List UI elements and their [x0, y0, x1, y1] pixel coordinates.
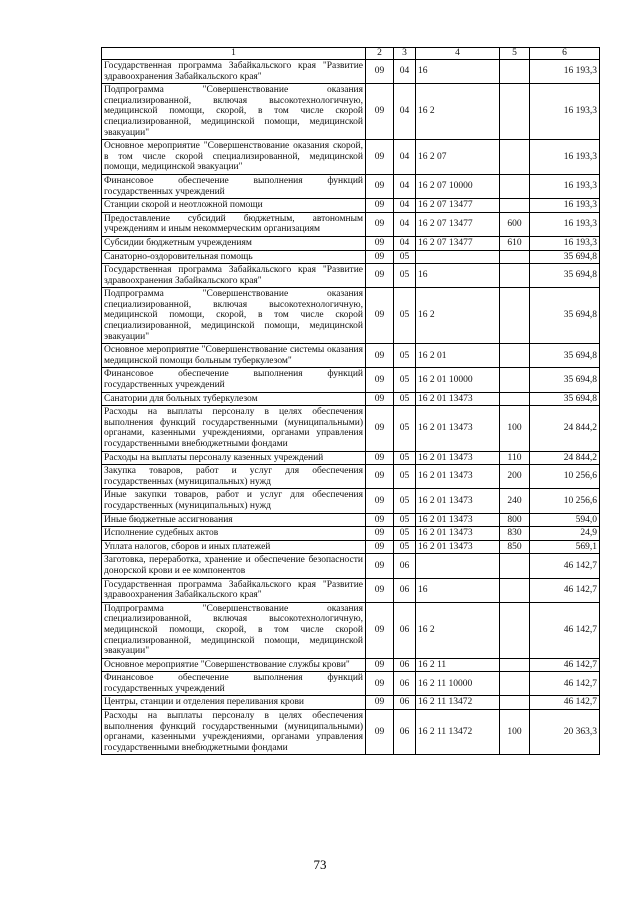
- cell-section: 09: [366, 392, 394, 406]
- cell-section: 09: [366, 174, 394, 198]
- cell-amount: 24,9: [530, 527, 600, 541]
- cell-section: 09: [366, 658, 394, 672]
- table-row: [102, 710, 600, 755]
- cell-name: Подпрограмма "Совершенствование оказания специализированной, включая высокотехнологичную, медицинской помощи, скорой, в том числе скорой специализированной, медицинской помощи, медицинской эвакуации": [102, 602, 366, 658]
- page-number: 73: [313, 857, 327, 872]
- cell-expense-type: [500, 199, 530, 213]
- cell-section: 09: [366, 578, 394, 602]
- cell-name: Подпрограмма "Совершенствование оказания специализированной, включая высокотехнологичную, медицинской помощи, скорой, в том числе скорой специализированной, медицинской помощи, медицинской эвакуации": [102, 288, 366, 344]
- cell-name: Государственная программа Забайкальского края "Развитие здравоохранения Забайкальского края": [102, 60, 366, 84]
- cell-section: 09: [366, 465, 394, 489]
- cell-section: 09: [366, 602, 394, 658]
- cell-name: Расходы на выплаты персоналу в целях обеспечения выполнения функций государственными (муниципальными) органами, казенными учреждениями, органами управления государственными внебюджетными фондами: [102, 710, 366, 755]
- cell-name: Иные бюджетные ассигнования: [102, 513, 366, 527]
- cell-name: Санатории для больных туберкулезом: [102, 392, 366, 406]
- cell-amount: 16 193,3: [530, 84, 600, 140]
- cell-target-article: 16 2 07: [416, 140, 500, 175]
- cell-target-article: 16 2 01 13473: [416, 489, 500, 513]
- header-cell-amount: 6: [530, 48, 600, 60]
- cell-amount: 46 142,7: [530, 578, 600, 602]
- cell-expense-type: 610: [500, 236, 530, 250]
- cell-amount: 16 193,3: [530, 212, 600, 236]
- table-row: [102, 602, 600, 658]
- cell-subsection: 05: [394, 392, 416, 406]
- table-row: [102, 489, 600, 513]
- cell-target-article: [416, 554, 500, 578]
- table-row: [102, 60, 600, 84]
- cell-name: Основное мероприятие "Совершенствование системы оказания медицинской помощи больным туберкулезом": [102, 344, 366, 368]
- table-row: [102, 174, 600, 198]
- cell-section: 09: [366, 250, 394, 264]
- cell-name: Санаторно-оздоровительная помощь: [102, 250, 366, 264]
- budget-table: [101, 47, 600, 755]
- cell-section: 09: [366, 212, 394, 236]
- cell-subsection: 05: [394, 451, 416, 465]
- cell-name: Финансовое обеспечение выполнения функций государственных учреждений: [102, 368, 366, 392]
- cell-target-article: 16 2 01 13473: [416, 465, 500, 489]
- cell-target-article: [416, 250, 500, 264]
- table-row: [102, 451, 600, 465]
- cell-name: Государственная программа Забайкальского края "Развитие здравоохранения Забайкальского края": [102, 264, 366, 288]
- cell-amount: 35 694,8: [530, 264, 600, 288]
- cell-section: 09: [366, 540, 394, 554]
- cell-name: Расходы на выплаты персоналу в целях обеспечения выполнения функций государственными (муниципальными) органами, казенными учреждениями, органами управления государственными внебюджетными фондами: [102, 406, 366, 451]
- cell-amount: 569,1: [530, 540, 600, 554]
- cell-subsection: 05: [394, 489, 416, 513]
- cell-expense-type: 100: [500, 710, 530, 755]
- cell-target-article: 16: [416, 264, 500, 288]
- cell-target-article: 16 2 11 10000: [416, 672, 500, 696]
- cell-target-article: 16 2 01 13473: [416, 406, 500, 451]
- cell-subsection: 05: [394, 344, 416, 368]
- cell-target-article: 16 2 07 13477: [416, 199, 500, 213]
- cell-amount: 46 142,7: [530, 554, 600, 578]
- table-row: [102, 658, 600, 672]
- header-row: [102, 48, 600, 60]
- cell-section: 09: [366, 264, 394, 288]
- cell-target-article: 16 2: [416, 602, 500, 658]
- cell-target-article: 16: [416, 60, 500, 84]
- cell-expense-type: [500, 392, 530, 406]
- cell-name: Иные закупки товаров, работ и услуг для обеспечения государственных (муниципальных) нужд: [102, 489, 366, 513]
- cell-subsection: 04: [394, 212, 416, 236]
- cell-expense-type: 850: [500, 540, 530, 554]
- cell-expense-type: [500, 344, 530, 368]
- cell-subsection: 05: [394, 527, 416, 541]
- cell-amount: 20 363,3: [530, 710, 600, 755]
- cell-expense-type: [500, 250, 530, 264]
- table-row: [102, 672, 600, 696]
- cell-subsection: 06: [394, 710, 416, 755]
- cell-section: 09: [366, 527, 394, 541]
- cell-name: Подпрограмма "Совершенствование оказания специализированной, включая высокотехнологичную, медицинской помощи, скорой, в том числе скорой специализированной, медицинской помощи, медицинской эвакуации": [102, 84, 366, 140]
- cell-subsection: 06: [394, 602, 416, 658]
- cell-subsection: 04: [394, 199, 416, 213]
- cell-expense-type: [500, 554, 530, 578]
- table-row: [102, 578, 600, 602]
- cell-target-article: 16 2 01: [416, 344, 500, 368]
- cell-name: Финансовое обеспечение выполнения функций государственных учреждений: [102, 174, 366, 198]
- cell-section: 09: [366, 489, 394, 513]
- cell-expense-type: [500, 658, 530, 672]
- cell-subsection: 05: [394, 513, 416, 527]
- cell-subsection: 06: [394, 578, 416, 602]
- cell-subsection: 04: [394, 84, 416, 140]
- cell-target-article: 16: [416, 578, 500, 602]
- cell-subsection: 04: [394, 140, 416, 175]
- cell-target-article: 16 2: [416, 288, 500, 344]
- cell-name: Основное мероприятие "Совершенствование службы крови": [102, 658, 366, 672]
- cell-expense-type: [500, 174, 530, 198]
- cell-target-article: 16 2 01 13473: [416, 540, 500, 554]
- cell-name: Финансовое обеспечение выполнения функций государственных учреждений: [102, 672, 366, 696]
- cell-amount: 46 142,7: [530, 696, 600, 710]
- cell-amount: 594,0: [530, 513, 600, 527]
- cell-target-article: 16 2 07 10000: [416, 174, 500, 198]
- cell-amount: 35 694,8: [530, 368, 600, 392]
- cell-expense-type: 240: [500, 489, 530, 513]
- cell-subsection: 06: [394, 658, 416, 672]
- table-row: [102, 250, 600, 264]
- cell-name: Заготовка, переработка, хранение и обеспечение безопасности донорской крови и ее компонентов: [102, 554, 366, 578]
- table-row: [102, 212, 600, 236]
- table-row: [102, 540, 600, 554]
- cell-name: Расходы на выплаты персоналу казенных учреждений: [102, 451, 366, 465]
- cell-target-article: 16 2 11: [416, 658, 500, 672]
- cell-name: Исполнение судебных актов: [102, 527, 366, 541]
- cell-target-article: 16 2 07 13477: [416, 212, 500, 236]
- cell-name: Субсидии бюджетным учреждениям: [102, 236, 366, 250]
- table-row: [102, 696, 600, 710]
- cell-amount: 46 142,7: [530, 658, 600, 672]
- cell-section: 09: [366, 406, 394, 451]
- cell-target-article: 16 2 11 13472: [416, 696, 500, 710]
- cell-expense-type: [500, 696, 530, 710]
- table-row: [102, 199, 600, 213]
- cell-expense-type: [500, 288, 530, 344]
- cell-amount: 16 193,3: [530, 174, 600, 198]
- cell-amount: 35 694,8: [530, 250, 600, 264]
- cell-amount: 46 142,7: [530, 672, 600, 696]
- cell-subsection: 05: [394, 406, 416, 451]
- cell-expense-type: 600: [500, 212, 530, 236]
- cell-section: 09: [366, 368, 394, 392]
- cell-name: Основное мероприятие "Совершенствование оказания скорой, в том числе скорой специализированной, медицинской помощи, медицинской эвакуации": [102, 140, 366, 175]
- cell-name: Уплата налогов, сборов и иных платежей: [102, 540, 366, 554]
- cell-section: 09: [366, 696, 394, 710]
- cell-name: Станции скорой и неотложной помощи: [102, 199, 366, 213]
- table-row: [102, 392, 600, 406]
- cell-expense-type: [500, 264, 530, 288]
- table-row: [102, 84, 600, 140]
- table-row: [102, 140, 600, 175]
- header-cell-subsection: 3: [394, 48, 416, 60]
- header-cell-target-article: 4: [416, 48, 500, 60]
- cell-section: 09: [366, 60, 394, 84]
- cell-expense-type: [500, 84, 530, 140]
- cell-subsection: 05: [394, 368, 416, 392]
- cell-amount: 16 193,3: [530, 60, 600, 84]
- cell-target-article: 16 2 01 13473: [416, 527, 500, 541]
- cell-expense-type: [500, 578, 530, 602]
- cell-expense-type: 830: [500, 527, 530, 541]
- header-cell-section: 2: [366, 48, 394, 60]
- table-row: [102, 554, 600, 578]
- cell-expense-type: 200: [500, 465, 530, 489]
- cell-target-article: 16 2 01 10000: [416, 368, 500, 392]
- cell-section: 09: [366, 199, 394, 213]
- cell-subsection: 06: [394, 672, 416, 696]
- cell-subsection: 04: [394, 60, 416, 84]
- cell-expense-type: [500, 602, 530, 658]
- table-row: [102, 513, 600, 527]
- header-cell-name: 1: [102, 48, 366, 60]
- cell-amount: 24 844,2: [530, 451, 600, 465]
- cell-subsection: 05: [394, 540, 416, 554]
- cell-amount: 16 193,3: [530, 236, 600, 250]
- cell-subsection: 06: [394, 554, 416, 578]
- cell-name: Закупка товаров, работ и услуг для обеспечения государственных (муниципальных) нужд: [102, 465, 366, 489]
- table-row: [102, 236, 600, 250]
- cell-expense-type: [500, 140, 530, 175]
- cell-target-article: 16 2 11 13472: [416, 710, 500, 755]
- cell-target-article: 16 2 07 13477: [416, 236, 500, 250]
- cell-subsection: 05: [394, 264, 416, 288]
- cell-expense-type: 110: [500, 451, 530, 465]
- cell-name: Государственная программа Забайкальского края "Развитие здравоохранения Забайкальского края": [102, 578, 366, 602]
- cell-subsection: 04: [394, 174, 416, 198]
- cell-subsection: 05: [394, 465, 416, 489]
- cell-target-article: 16 2 01 13473: [416, 513, 500, 527]
- cell-subsection: 05: [394, 250, 416, 264]
- cell-expense-type: [500, 60, 530, 84]
- cell-section: 09: [366, 236, 394, 250]
- cell-target-article: 16 2 01 13473: [416, 451, 500, 465]
- cell-expense-type: [500, 672, 530, 696]
- cell-amount: 24 844,2: [530, 406, 600, 451]
- cell-expense-type: 100: [500, 406, 530, 451]
- cell-amount: 16 193,3: [530, 140, 600, 175]
- cell-section: 09: [366, 344, 394, 368]
- cell-name: Предоставление субсидий бюджетным, автономным учреждениям и иным некоммерческим организациям: [102, 212, 366, 236]
- cell-section: 09: [366, 288, 394, 344]
- cell-subsection: 04: [394, 236, 416, 250]
- cell-amount: 35 694,8: [530, 288, 600, 344]
- cell-amount: 46 142,7: [530, 602, 600, 658]
- cell-target-article: 16 2: [416, 84, 500, 140]
- cell-section: 09: [366, 513, 394, 527]
- cell-target-article: 16 2 01 13473: [416, 392, 500, 406]
- cell-subsection: 06: [394, 696, 416, 710]
- cell-amount: 16 193,3: [530, 199, 600, 213]
- table-row: [102, 465, 600, 489]
- cell-amount: 35 694,8: [530, 344, 600, 368]
- cell-amount: 35 694,8: [530, 392, 600, 406]
- table-row: [102, 406, 600, 451]
- cell-section: 09: [366, 672, 394, 696]
- cell-amount: 10 256,6: [530, 465, 600, 489]
- table-row: [102, 368, 600, 392]
- cell-amount: 10 256,6: [530, 489, 600, 513]
- cell-subsection: 05: [394, 288, 416, 344]
- table-row: [102, 264, 600, 288]
- table-body: [102, 60, 600, 755]
- table-row: [102, 288, 600, 344]
- table-row: [102, 527, 600, 541]
- table-row: [102, 344, 600, 368]
- cell-section: 09: [366, 554, 394, 578]
- cell-section: 09: [366, 451, 394, 465]
- cell-section: 09: [366, 710, 394, 755]
- cell-section: 09: [366, 84, 394, 140]
- cell-name: Центры, станции и отделения переливания крови: [102, 696, 366, 710]
- header-cell-expense-type: 5: [500, 48, 530, 60]
- cell-section: 09: [366, 140, 394, 175]
- cell-expense-type: 800: [500, 513, 530, 527]
- cell-expense-type: [500, 368, 530, 392]
